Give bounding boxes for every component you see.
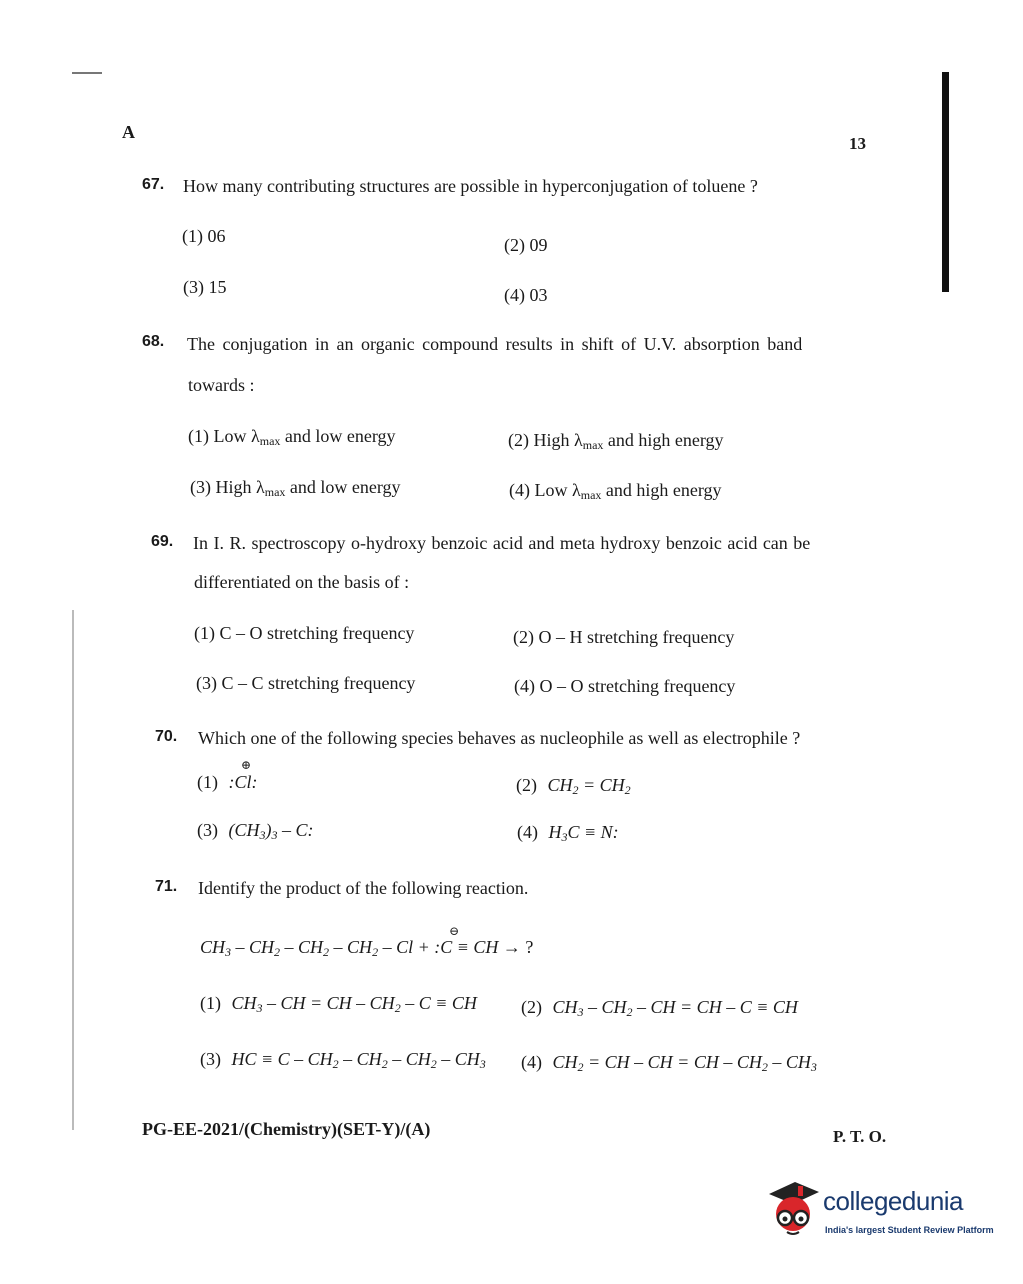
option-text-sub: max xyxy=(580,488,602,502)
option-label: (2) xyxy=(516,775,537,795)
exam-code: PG-EE-2021/(Chemistry)(SET-Y)/(A) xyxy=(142,1119,431,1139)
please-turn-over: P. T. O. xyxy=(833,1127,887,1146)
option-text-pre: Low λ xyxy=(534,480,581,500)
question-67-option-4: (4) 03 xyxy=(504,285,548,305)
option-formula: $CH_3 - CH_2$ – CH = CH – C ≡ CH xyxy=(552,997,798,1019)
scan-edge-left xyxy=(72,610,74,1130)
question-70-option-1 xyxy=(197,772,258,793)
question-68-text-line-1: The conjugation in an organic compound results in shift of U.V. absorption band xyxy=(187,334,803,354)
question-69-text-line-1: In I. R. spectroscopy o-hydroxy benzoic acid and meta hydroxy benzoic acid can be xyxy=(193,533,811,553)
question-71-reaction xyxy=(200,937,533,960)
question-70-option-4 xyxy=(517,822,619,845)
question-67-option-1: (1) 06 xyxy=(182,226,226,246)
question-68-option-2 xyxy=(508,430,724,453)
option-text-sub: max xyxy=(259,434,281,448)
question-67-text: How many contributing structures are possible in hyperconjugation of toluene ? xyxy=(183,176,758,196)
ethylene-formula: $CH_2 = CH_2$ xyxy=(547,775,631,797)
question-69-number: 69. xyxy=(151,533,174,550)
question-67-option-3: (3) 15 xyxy=(183,277,227,297)
option-label: (4) xyxy=(517,822,538,842)
question-71-number: 71. xyxy=(155,878,178,895)
set-letter: A xyxy=(122,122,135,142)
option-label: (1) xyxy=(197,772,218,792)
question-71-option-2 xyxy=(521,997,798,1020)
option-label: (2) xyxy=(508,430,529,450)
question-69-option-3: (3) C – C stretching frequency xyxy=(196,673,416,693)
option-text-sub: max xyxy=(582,438,604,452)
question-68-text-line-2: towards : xyxy=(188,375,255,395)
page-number: 13 xyxy=(849,134,866,153)
question-70-option-2 xyxy=(516,775,631,798)
option-text-pre: High λ xyxy=(533,430,583,450)
question-70-text: Which one of the following species behaves as nucleophile as well as electrophile ? xyxy=(198,728,801,748)
scan-edge-top xyxy=(72,72,102,74)
reaction-arrow: → ? xyxy=(502,937,534,957)
option-formula: $CH_3$ – CH = CH – $CH_2$ – C ≡ CH xyxy=(231,993,477,1015)
question-71-text: Identify the product of the following reaction. xyxy=(198,878,529,898)
option-label: (4) xyxy=(509,480,530,500)
positive-charge-symbol: ⊕ xyxy=(241,758,252,772)
option-text-sub: max xyxy=(264,485,286,499)
collegedunia-logo xyxy=(765,1178,995,1248)
acetonitrile-formula: $H_3C \equiv N$: xyxy=(548,822,619,844)
option-label: (1) xyxy=(200,993,221,1013)
logo-wordmark: collegedunia xyxy=(823,1186,964,1216)
tert-butyl-carbene-formula: $(CH_3)_3$ – C: xyxy=(228,820,314,842)
question-69-option-1: (1) C – O stretching frequency xyxy=(194,623,415,643)
question-70-number: 70. xyxy=(155,728,178,745)
option-text-pre: High λ xyxy=(215,477,265,497)
negative-charge-symbol: ⊖ xyxy=(449,924,460,938)
option-label: (1) xyxy=(188,426,209,446)
option-formula: $CH_2$ = CH – CH = CH – $CH_2 - CH_3$ xyxy=(552,1052,817,1074)
question-69-option-4: (4) O – O stretching frequency xyxy=(514,676,736,696)
question-71-option-3 xyxy=(200,1049,486,1072)
logo-mascot-icon xyxy=(765,1178,821,1240)
question-70-option-3 xyxy=(197,820,314,843)
option-text-post: and low energy xyxy=(285,477,401,497)
option-label: (3) xyxy=(200,1049,221,1069)
option-text-post: and high energy xyxy=(601,480,722,500)
scan-edge-right xyxy=(942,72,949,292)
option-text-post: and high energy xyxy=(603,430,724,450)
option-label: (2) xyxy=(521,997,542,1017)
option-label: (4) xyxy=(521,1052,542,1072)
question-68-number: 68. xyxy=(142,333,165,350)
option-text-pre: Low λ xyxy=(213,426,260,446)
question-68-option-4 xyxy=(509,480,722,503)
option-text-post: and low energy xyxy=(280,426,396,446)
reaction-equation: $CH_3 - CH_2 - CH_2 - CH_2$ – Cl + :C ≡ CH xyxy=(200,937,499,959)
question-67-option-2: (2) 09 xyxy=(504,235,548,255)
option-label: (3) xyxy=(197,820,218,840)
chloronium-formula: :Cl: xyxy=(228,772,258,792)
question-69-option-2: (2) O – H stretching frequency xyxy=(513,627,735,647)
question-71-option-1 xyxy=(200,993,477,1016)
option-formula: HC ≡ C – $CH_2 - CH_2 - CH_2 - CH_3$ xyxy=(231,1049,486,1071)
question-67-number: 67. xyxy=(142,176,165,193)
option-label: (3) xyxy=(190,477,211,497)
question-68-option-1 xyxy=(188,426,396,449)
logo-tagline: India's largest Student Review Platform xyxy=(825,1225,994,1235)
question-71-option-4 xyxy=(521,1052,817,1075)
question-69-text-line-2: differentiated on the basis of : xyxy=(194,572,410,592)
question-68-option-3 xyxy=(190,477,401,500)
